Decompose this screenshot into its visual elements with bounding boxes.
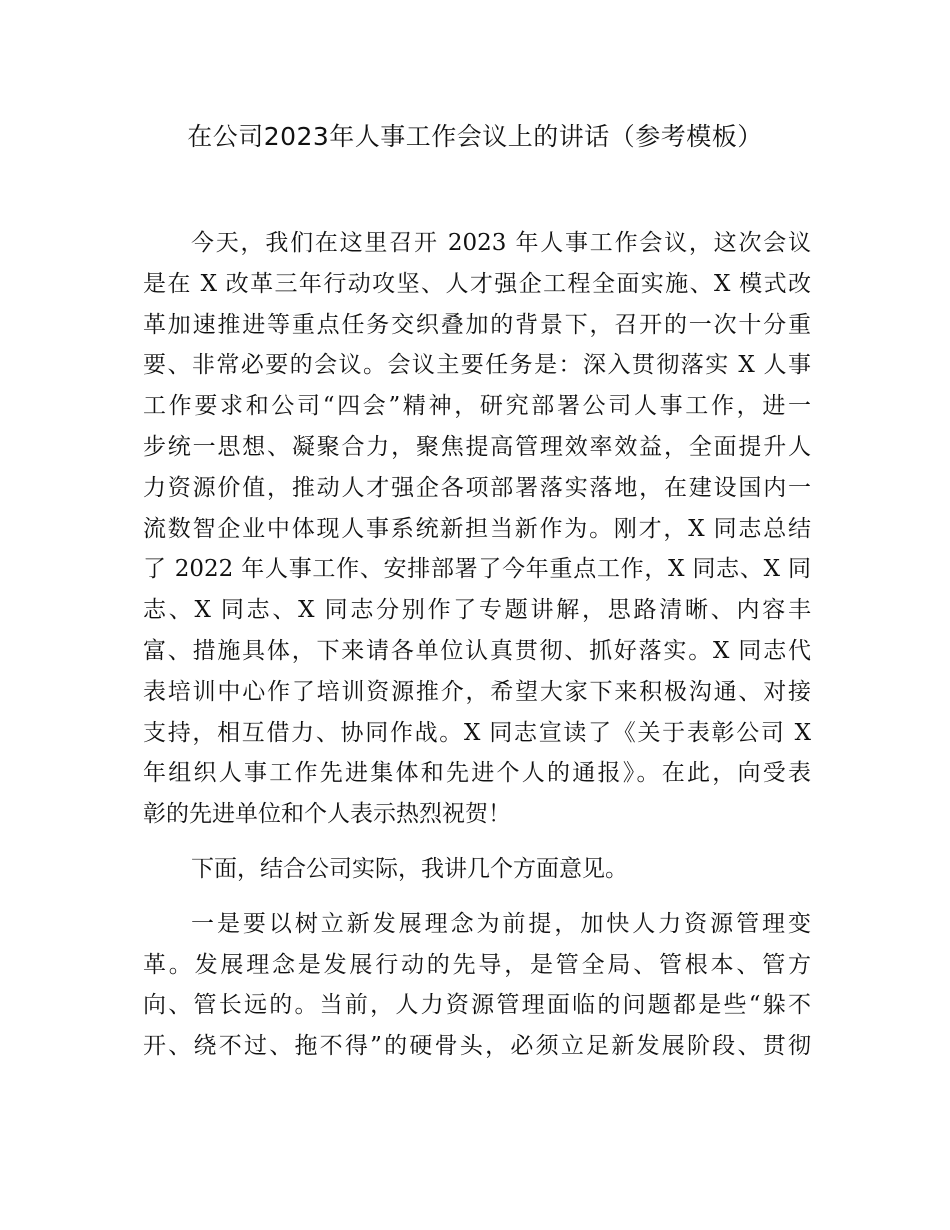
text-line: 彰的先进单位和个人表示热烈祝贺！ <box>143 801 511 828</box>
text-line: 流数智企业中体现人事系统新担当新作为。刚才，X 同志总结 <box>143 515 811 542</box>
paragraph <box>143 904 811 1067</box>
text-line: 向、管长远的。当前，人力资源管理面临的问题都是些“躲不 <box>143 992 811 1019</box>
text-line: 志、X 同志、X 同志分别作了专题讲解，思路清晰、内容丰 <box>143 597 811 624</box>
text-line: 支持，相互借力、协同作战。X 同志宣读了《关于表彰公司 X <box>143 719 811 746</box>
text-line: 力资源价值，推动人才强企各项部署落实落地，在建设国内一 <box>143 474 811 501</box>
text-line: 富、措施具体，下来请各单位认真贯彻、抓好落实。X 同志代 <box>143 637 811 664</box>
text-line: 年组织人事工作先进集体和先进个人的通报》。在此，向受表 <box>143 760 811 787</box>
paragraph <box>143 223 811 835</box>
paragraph <box>143 849 811 890</box>
text-line: 下面，结合公司实际，我讲几个方面意见。 <box>191 855 628 882</box>
paragraph-gap <box>143 890 811 904</box>
text-line: 是在 X 改革三年行动攻坚、人才强企工程全面实施、X 模式改 <box>143 270 811 297</box>
text-line: 工作要求和公司“四会”精神，研究部署公司人事工作，进一 <box>143 393 811 420</box>
text-line: 要、非常必要的会议。会议主要任务是：深入贯彻落实 X 人事 <box>143 352 811 379</box>
text-line: 革加速推进等重点任务交织叠加的背景下，召开的一次十分重 <box>143 311 811 338</box>
document-title: 在公司2023年人事工作会议上的讲话（参考模板） <box>187 122 763 151</box>
text-line: 一是要以树立新发展理念为前提，加快人力资源管理变 <box>191 910 811 937</box>
text-line: 开、绕不过、拖不得”的硬骨头，必须立足新发展阶段、贯彻 <box>143 1033 811 1060</box>
text-line: 了 2022 年人事工作、安排部署了今年重点工作，X 同志、X 同 <box>143 556 811 583</box>
text-line: 表培训中心作了培训资源推介，希望大家下来积极沟通、对接 <box>143 678 811 705</box>
text-line: 革。发展理念是发展行动的先导，是管全局、管根本、管方 <box>143 951 811 978</box>
text-line: 步统一思想、凝聚合力，聚焦提高管理效率效益，全面提升人 <box>143 433 811 460</box>
text-line: 今天，我们在这里召开 2023 年人事工作会议，这次会议 <box>191 230 811 256</box>
paragraph-gap <box>143 835 811 849</box>
document-body <box>143 223 811 1067</box>
